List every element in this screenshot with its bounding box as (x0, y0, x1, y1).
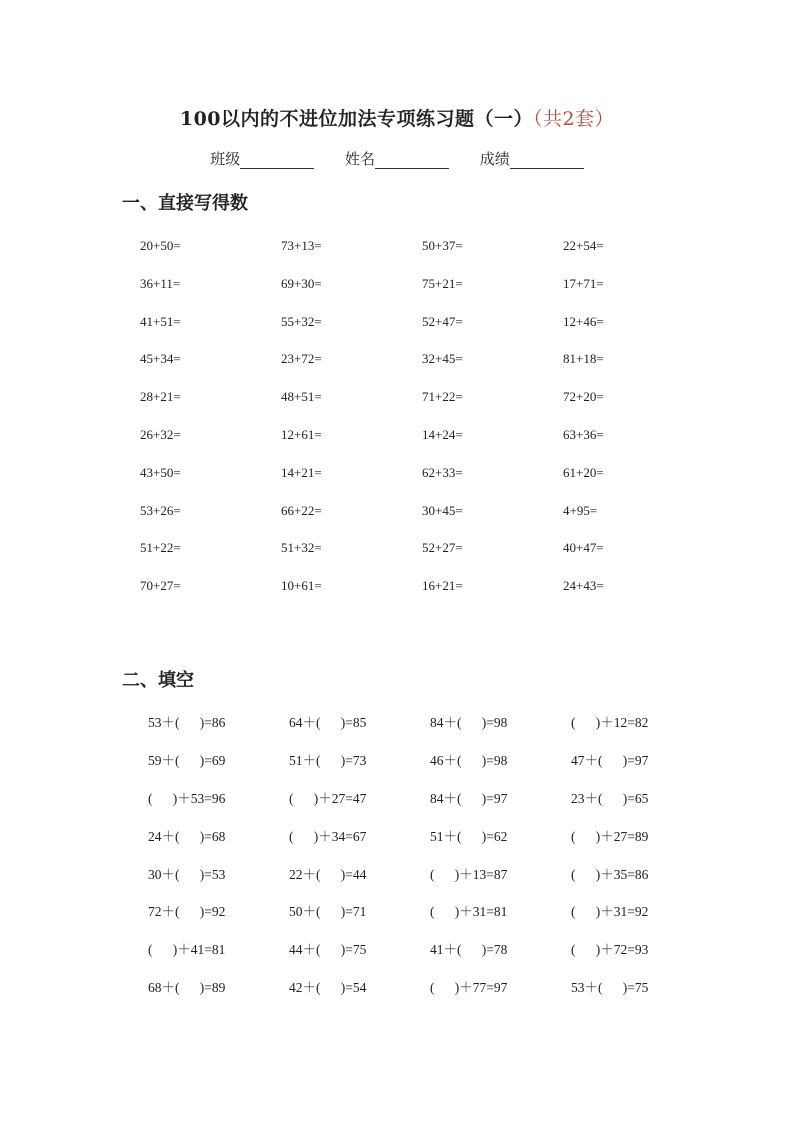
addition-problem: 10+61= (281, 578, 322, 594)
addition-problem: 41+51= (140, 313, 181, 329)
fill-blank-problem: ( )＋31=92 (571, 904, 649, 920)
score-label: 成绩 (479, 150, 510, 168)
title-main: 100以内的不进位加法专项练习题（一） (179, 108, 534, 130)
class-label: 班级 (210, 150, 241, 168)
addition-problem: 51+32= (281, 540, 322, 556)
fill-blank-problem: ( )＋72=93 (571, 942, 649, 958)
addition-problem: 45+34= (140, 351, 181, 367)
addition-problem: 69+30= (281, 275, 322, 291)
fill-blank-problem: 84＋( )=97 (430, 790, 508, 806)
fill-blank-problem: 53＋( )=75 (571, 980, 649, 996)
fill-blank-problem: ( )＋27=47 (289, 790, 367, 806)
addition-problem: 40+47= (563, 540, 604, 556)
addition-problem: 62+33= (422, 464, 463, 480)
fill-blank-problem: 44＋( )=75 (289, 942, 367, 958)
name-field (345, 148, 449, 169)
student-info-row (0, 148, 794, 169)
addition-problem: 16+21= (422, 578, 463, 594)
addition-problem: 12+46= (563, 313, 604, 329)
addition-problem: 75+21= (422, 275, 463, 291)
addition-problem: 50+37= (422, 238, 463, 253)
section2-problem-grid (148, 713, 708, 1016)
fill-blank-problem: ( )＋35=86 (571, 866, 649, 882)
title-subtitle: （共2套） (533, 108, 615, 130)
addition-problem: 52+47= (422, 313, 463, 329)
addition-problem: 20+50= (140, 238, 181, 253)
addition-problem: 22+54= (563, 238, 604, 253)
fill-blank-problem: 51＋( )=62 (430, 828, 508, 844)
fill-blank-problem: 53＋( )=86 (148, 715, 226, 730)
addition-problem: 51+22= (140, 540, 181, 556)
section2-heading: 二、填空 (122, 670, 194, 691)
addition-problem: 30+45= (422, 502, 463, 518)
fill-blank-problem: 41＋( )=78 (430, 942, 508, 958)
fill-blank-problem: 23＋( )=65 (571, 790, 649, 806)
addition-problem: 70+27= (140, 578, 181, 594)
addition-problem: 71+22= (422, 389, 463, 405)
fill-blank-problem: 47＋( )=97 (571, 752, 649, 768)
fill-blank-problem: 30＋( )=53 (148, 866, 226, 882)
addition-problem: 36+11= (140, 275, 181, 291)
fill-blank-problem: 22＋( )=44 (289, 866, 367, 882)
addition-problem: 48+51= (281, 389, 322, 405)
page-title (0, 104, 794, 131)
name-label: 姓名 (344, 150, 375, 168)
fill-blank-problem: ( )＋34=67 (289, 828, 367, 844)
addition-problem: 14+24= (422, 426, 463, 442)
fill-blank-problem: 24＋( )=68 (148, 828, 226, 844)
fill-blank-problem: 84＋( )=98 (430, 715, 508, 730)
fill-blank-problem: ( )＋53=96 (148, 790, 226, 806)
fill-blank-problem: 51＋( )=73 (289, 752, 367, 768)
addition-problem: 12+61= (281, 426, 322, 442)
addition-problem: 43+50= (140, 464, 181, 480)
addition-problem: 55+32= (281, 313, 322, 329)
fill-blank-problem: 50＋( )=71 (289, 904, 367, 920)
fill-blank-problem: 64＋( )=85 (289, 715, 367, 730)
class-blank[interactable] (240, 152, 314, 169)
addition-problem: 17+71= (563, 275, 604, 291)
addition-problem: 52+27= (422, 540, 463, 556)
addition-problem: 24+43= (563, 578, 604, 594)
addition-problem: 4+95= (563, 502, 598, 518)
addition-problem: 72+20= (563, 389, 604, 405)
fill-blank-problem: 59＋( )=69 (148, 752, 226, 768)
score-blank[interactable] (510, 152, 584, 169)
section1-heading: 一、直接写得数 (122, 193, 248, 214)
fill-blank-problem: ( )＋31=81 (430, 904, 508, 920)
fill-blank-problem: ( )＋27=89 (571, 828, 649, 844)
fill-blank-problem: 42＋( )=54 (289, 980, 367, 996)
fill-blank-problem: 46＋( )=98 (430, 752, 508, 768)
addition-problem: 63+36= (563, 426, 604, 442)
addition-problem: 53+26= (140, 502, 181, 518)
name-blank[interactable] (375, 152, 449, 169)
section1-problem-grid (140, 236, 710, 614)
fill-blank-problem: ( )＋12=82 (571, 715, 649, 730)
addition-problem: 32+45= (422, 351, 463, 367)
class-field (210, 148, 314, 169)
addition-problem: 81+18= (563, 351, 604, 367)
addition-problem: 61+20= (563, 464, 604, 480)
addition-problem: 23+72= (281, 351, 322, 367)
fill-blank-problem: ( )＋13=87 (430, 866, 508, 882)
addition-problem: 26+32= (140, 426, 181, 442)
fill-blank-problem: ( )＋41=81 (148, 942, 226, 958)
addition-problem: 66+22= (281, 502, 322, 518)
fill-blank-problem: ( )＋77=97 (430, 980, 508, 996)
fill-blank-problem: 68＋( )=89 (148, 980, 226, 996)
score-field (480, 148, 584, 169)
fill-blank-problem: 72＋( )=92 (148, 904, 226, 920)
addition-problem: 73+13= (281, 238, 322, 253)
addition-problem: 28+21= (140, 389, 181, 405)
addition-problem: 14+21= (281, 464, 322, 480)
